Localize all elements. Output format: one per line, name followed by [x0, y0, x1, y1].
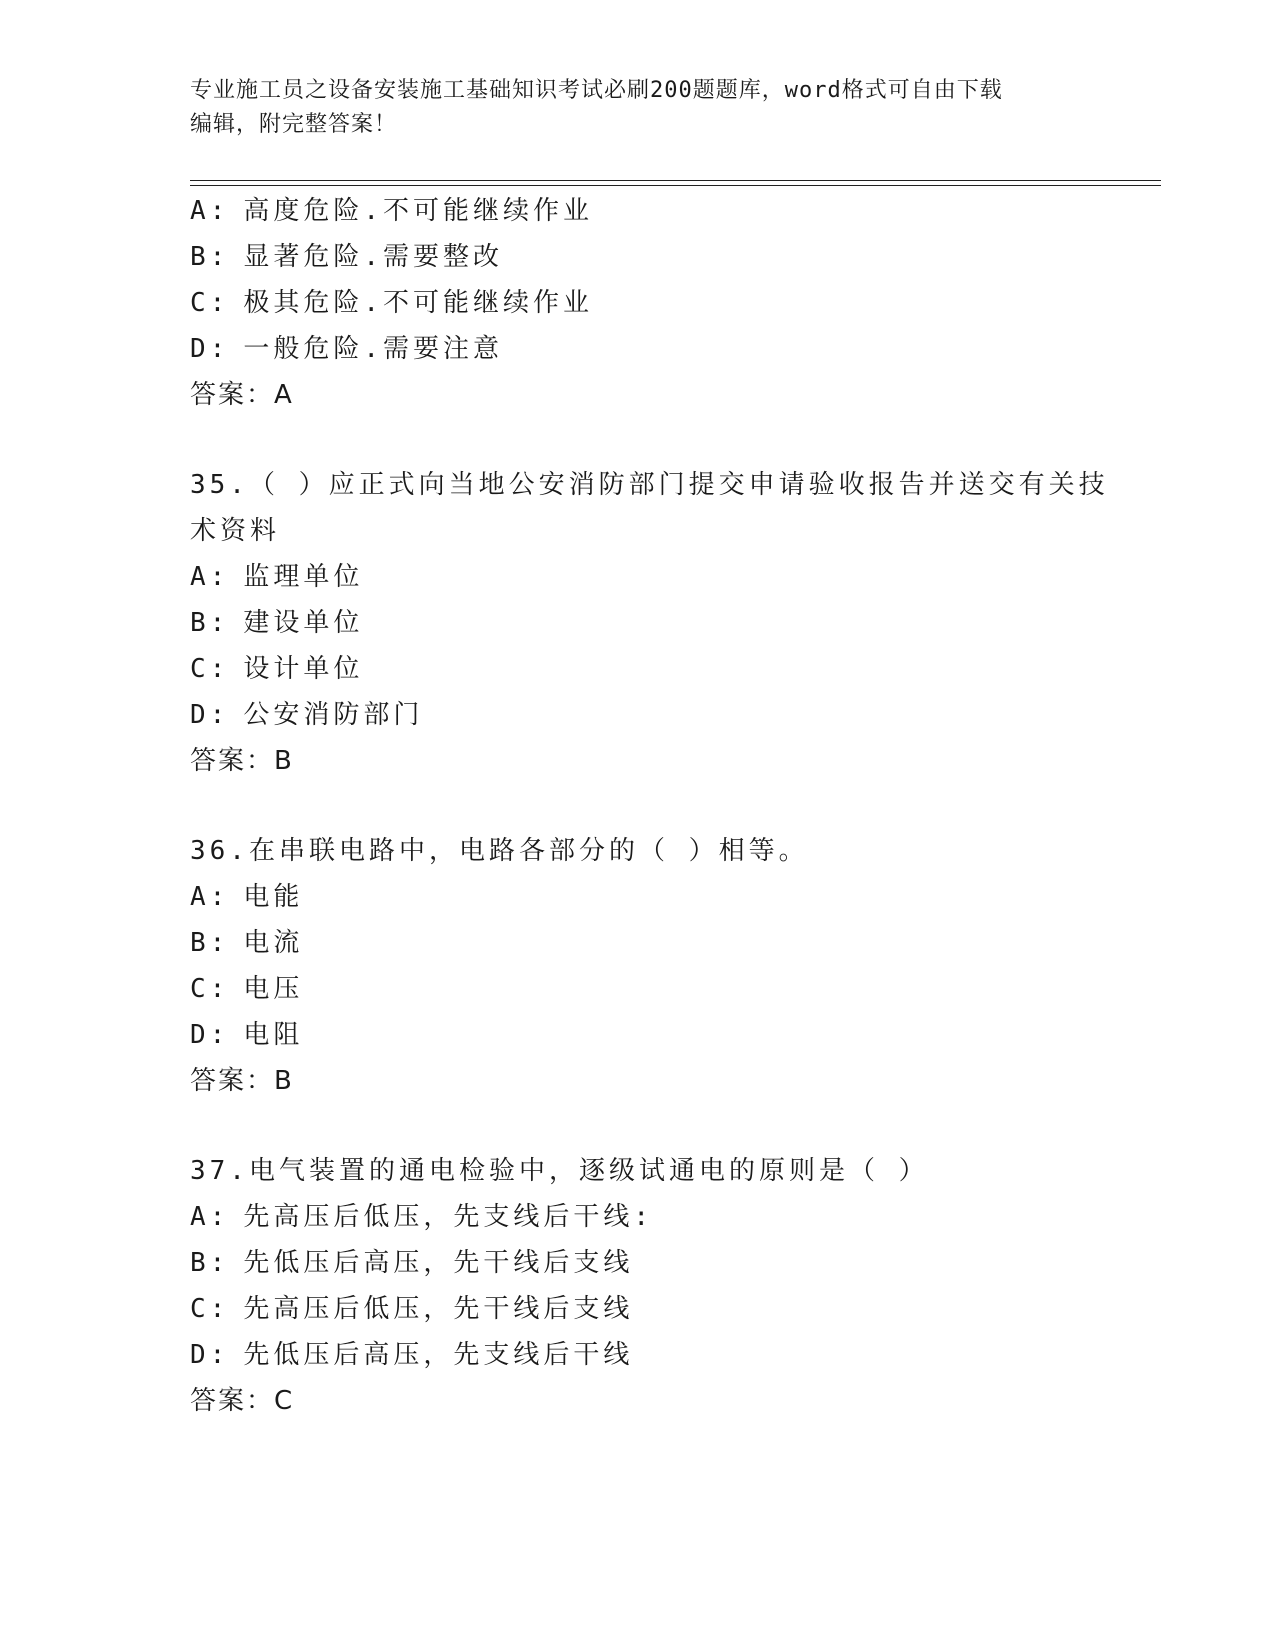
option-key: C:	[190, 1294, 230, 1324]
option-key: C:	[190, 974, 230, 1004]
option-d	[190, 1012, 1150, 1058]
option-b	[190, 920, 1150, 966]
option-d	[190, 692, 1150, 738]
spacer	[190, 418, 1150, 462]
answer-line: 答案：B	[190, 746, 294, 776]
option-b	[190, 1240, 1150, 1286]
option-a	[190, 1194, 1150, 1240]
option-key: A:	[190, 562, 230, 592]
header-divider-bottom	[190, 185, 1161, 186]
answer-line: 答案：C	[190, 1386, 295, 1416]
option-text: 电能	[243, 882, 304, 912]
option-a	[190, 874, 1150, 920]
option-a	[190, 188, 1150, 234]
option-text: 先高压后低压，先干线后支线	[243, 1294, 634, 1324]
option-key: A:	[190, 882, 230, 912]
option-key: B:	[190, 608, 230, 638]
option-key: D:	[190, 1340, 230, 1370]
question-35	[190, 462, 1150, 784]
option-c	[190, 280, 1150, 326]
option-b	[190, 600, 1150, 646]
option-key: C:	[190, 288, 230, 318]
header-title-line-2: 编辑，附完整答案！	[190, 112, 398, 137]
option-text: 电阻	[243, 1020, 304, 1050]
question-text-line-1: 36.在串联电路中，电路各部分的（ ）相等。	[190, 836, 809, 866]
option-text: 先高压后低压，先支线后干线:	[243, 1202, 653, 1232]
option-text: 高度危险.不可能继续作业	[243, 196, 593, 226]
answer-line: 答案：B	[190, 1066, 294, 1096]
option-key: A:	[190, 196, 230, 226]
question-37	[190, 1148, 1150, 1424]
option-c	[190, 646, 1150, 692]
option-text: 监理单位	[243, 562, 364, 592]
option-text: 电流	[243, 928, 304, 958]
question-text-line-1: 35.（ ）应正式向当地公安消防部门提交申请验收报告并送交有关技	[190, 470, 1109, 500]
option-b	[190, 234, 1150, 280]
option-text: 先低压后高压，先干线后支线	[243, 1248, 634, 1278]
question-list	[190, 188, 1150, 1424]
question-text-line-1: 37.电气装置的通电检验中，逐级试通电的原则是（ ）	[190, 1156, 929, 1186]
option-text: 先低压后高压，先支线后干线	[243, 1340, 634, 1370]
option-text: 公安消防部门	[243, 700, 424, 730]
question-34	[190, 188, 1150, 418]
option-key: D:	[190, 700, 230, 730]
option-key: B:	[190, 1248, 230, 1278]
option-key: C:	[190, 654, 230, 684]
answer-line: 答案：A	[190, 380, 294, 410]
option-d	[190, 326, 1150, 372]
option-key: A:	[190, 1202, 230, 1232]
spacer	[190, 1104, 1150, 1148]
document-header	[190, 74, 1090, 142]
option-key: D:	[190, 334, 230, 364]
option-key: D:	[190, 1020, 230, 1050]
spacer	[190, 784, 1150, 828]
option-key: B:	[190, 928, 230, 958]
option-a	[190, 554, 1150, 600]
option-c	[190, 966, 1150, 1012]
option-text: 设计单位	[243, 654, 364, 684]
option-text: 电压	[243, 974, 304, 1004]
option-text: 显著危险.需要整改	[243, 242, 503, 272]
option-text: 建设单位	[243, 608, 364, 638]
question-36	[190, 828, 1150, 1104]
option-text: 一般危险.需要注意	[243, 334, 503, 364]
option-text: 极其危险.不可能继续作业	[243, 288, 593, 318]
option-c	[190, 1286, 1150, 1332]
option-key: B:	[190, 242, 230, 272]
question-text-line-2: 术资料	[190, 516, 281, 546]
option-d	[190, 1332, 1150, 1378]
header-title-line-1: 专业施工员之设备安装施工基础知识考试必刷200题题库，word格式可自由下载	[190, 78, 1003, 103]
header-divider-top	[190, 180, 1161, 181]
